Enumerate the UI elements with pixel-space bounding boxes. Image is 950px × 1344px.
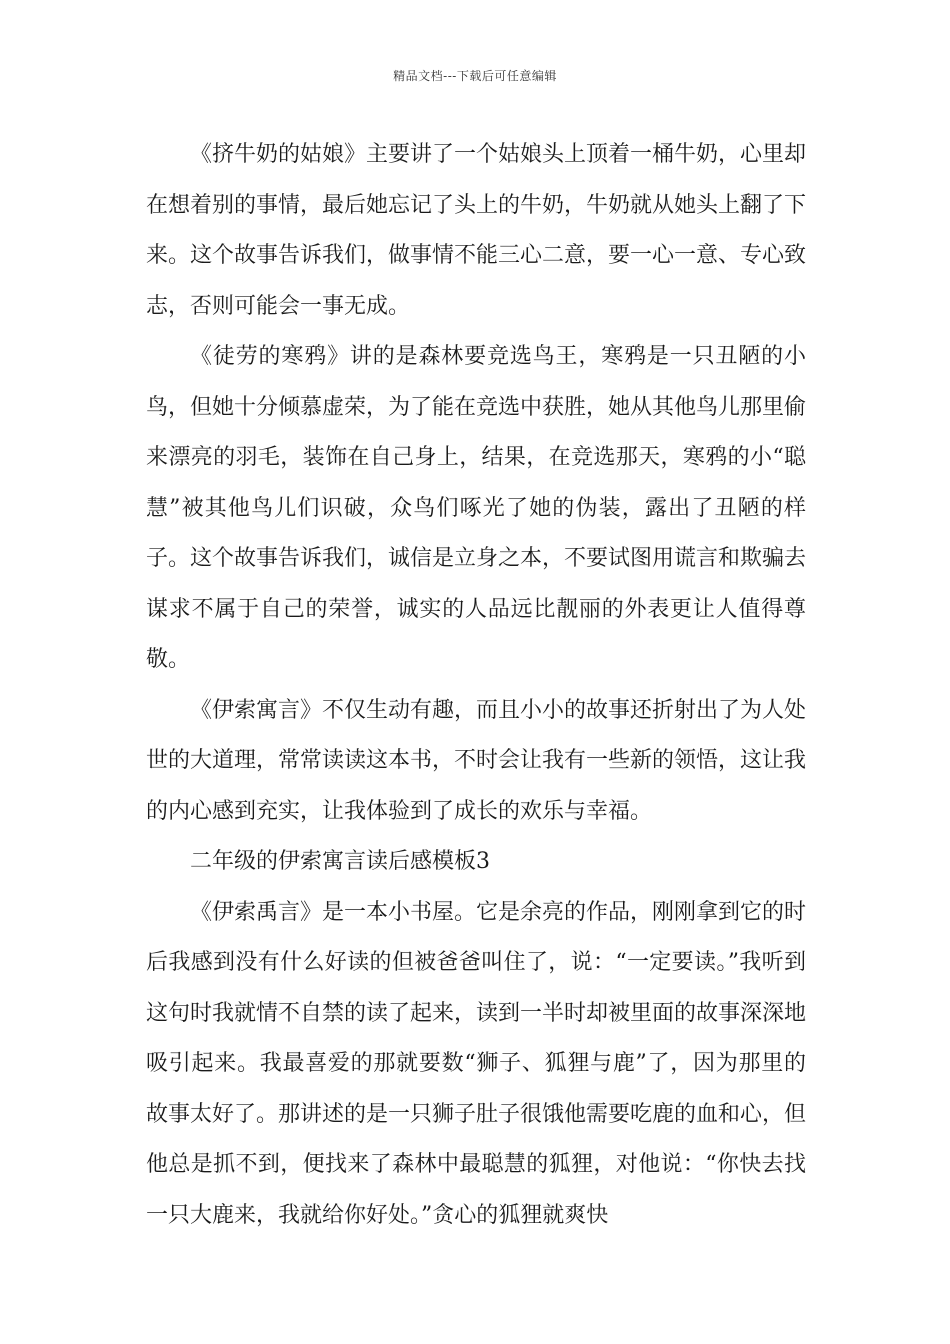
paragraph-lion-fox-deer: 《伊索禹言》是一本小书屋。它是余亮的作品，刚刚拿到它的时后我感到没有什么好读的但被爸爸叫住了，说：“一定要读。”我听到这句时我就情不自禁的读了起来，读到一半时却被里面的故事深深地吸引起来。我最喜爱的那就要数“狮子、狐狸与鹿”了，因为那里的故事太好了。那讲述的是一只狮子肚子很饿他需要吃鹿的血和心，但他总是抓不到，便找来了森林中最聪慧的狐狸，对他说：“你快去找一只大鹿来，我就给你好处。”贪心的狐狸就爽快: [146, 899, 807, 1228]
section-heading: 二年级的伊索寓言读后感模板3: [190, 849, 490, 874]
paragraph-milkmaid: 《挤牛奶的姑娘》主要讲了一个姑娘头上顶着一桶牛奶，心里却在想着别的事情，最后她忘记了头上的牛奶，牛奶就从她头上翻了下来。这个故事告诉我们，做事情不能三心二意，要一心一意、专心致志，否则可能会一事无成。: [146, 142, 807, 319]
paragraph-jackdaw: 《徒劳的寒鸦》讲的是森林要竞选鸟王，寒鸦是一只丑陋的小鸟，但她十分倾慕虚荣，为了能在竞选中获胜，她从其他鸟儿那里偷来漂亮的羽毛，装饰在自己身上，结果，在竞选那天，寒鸦的小“聪慧”被其他鸟儿们识破，众鸟们啄光了她的伪装，露出了丑陋的样子。这个故事告诉我们，诚信是立身之本，不要试图用谎言和欺骗去谋求不属于自己的荣誉，诚实的人品远比靓丽的外表更让人值得尊敬。: [146, 344, 807, 672]
document-body: [146, 130, 806, 1241]
page-header: 精品文档---下载后可任意编辑: [393, 69, 557, 83]
paragraph-aesop-summary: 《伊索寓言》不仅生动有趣，而且小小的故事还折射出了为人处世的大道理，常常读读这本书，不时会让我有一些新的领悟，这让我的内心感到充实，让我体验到了成长的欢乐与幸福。: [146, 697, 807, 824]
